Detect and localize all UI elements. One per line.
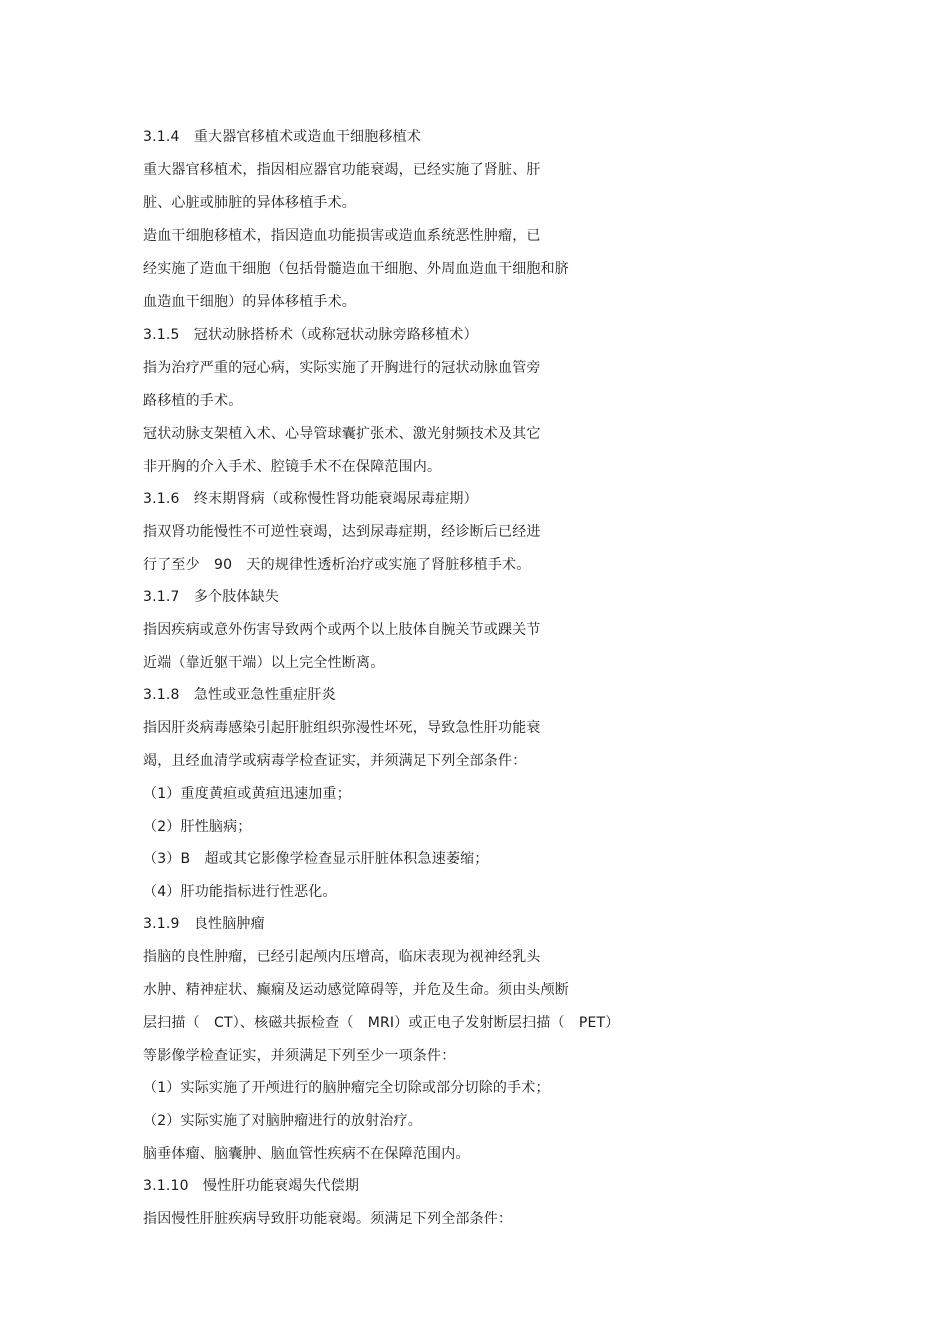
paragraph-line: 非开胸的介入手术、腔镜手术不在保障范围内。 <box>143 459 442 475</box>
section-heading-3-1-7: 3.1.7 多个肢体缺失 <box>143 589 280 605</box>
list-item: （4）肝功能指标进行性恶化。 <box>143 884 337 900</box>
paragraph-line: 指因疾病或意外伤害导致两个或两个以上肢体自腕关节或踝关节 <box>143 622 541 638</box>
section-heading-3-1-9: 3.1.9 良性脑肿瘤 <box>143 916 265 932</box>
section-heading-3-1-5: 3.1.5 冠状动脉搭桥术（或称冠状动脉旁路移植术） <box>143 327 478 343</box>
paragraph-line: 冠状动脉支架植入术、心导管球囊扩张术、激光射频技术及其它 <box>143 426 541 442</box>
paragraph-line: 造血干细胞移植术，指因造血功能损害或造血系统恶性肿瘤，已 <box>143 228 541 244</box>
list-item: （3）B 超或其它影像学检查显示肝脏体积急速萎缩； <box>143 851 489 867</box>
paragraph-line: 经实施了造血干细胞（包括骨髓造血干细胞、外周血造血干细胞和脐 <box>143 261 569 277</box>
section-heading-3-1-8: 3.1.8 急性或亚急性重症肝炎 <box>143 687 336 703</box>
paragraph-line: 血造血干细胞）的异体移植手术。 <box>143 294 356 310</box>
paragraph-line: 水肿、精神症状、癫痫及运动感觉障碍等，并危及生命。须由头颅断 <box>143 982 569 998</box>
paragraph-line: 近端（靠近躯干端）以上完全性断离。 <box>143 655 385 671</box>
paragraph-line: 等影像学检查证实，并须满足下列至少一项条件： <box>143 1048 456 1064</box>
section-heading-3-1-4: 3.1.4 重大器官移植术或造血干细胞移植术 <box>143 129 422 145</box>
paragraph-line: 竭，且经血清学或病毒学检查证实，并须满足下列全部条件： <box>143 753 527 769</box>
list-item: （1）重度黄疸或黄疸迅速加重； <box>143 786 351 802</box>
list-item: （1）实际实施了开颅进行的脑肿瘤完全切除或部分切除的手术； <box>143 1080 550 1096</box>
paragraph-line: 指为治疗严重的冠心病，实际实施了开胸进行的冠状动脉血管旁 <box>143 360 541 376</box>
paragraph-line: 行了至少 90 天的规律性透析治疗或实施了肾脏移植手术。 <box>143 557 531 573</box>
paragraph-line: 重大器官移植术，指因相应器官功能衰竭，已经实施了肾脏、肝 <box>143 162 541 178</box>
section-heading-3-1-10: 3.1.10 慢性肝功能衰竭失代偿期 <box>143 1178 360 1194</box>
paragraph-line: 指因慢性肝脏疾病导致肝功能衰竭。须满足下列全部条件： <box>143 1211 513 1227</box>
section-heading-3-1-6: 3.1.6 终末期肾病（或称慢性肾功能衰竭尿毒症期） <box>143 491 478 507</box>
paragraph-line: 脏、心脏或肺脏的异体移植手术。 <box>143 195 356 211</box>
paragraph-line: 指双肾功能慢性不可逆性衰竭，达到尿毒症期，经诊断后已经进 <box>143 524 541 540</box>
paragraph-line: 指脑的良性肿瘤，已经引起颅内压增高，临床表现为视神经乳头 <box>143 949 541 965</box>
list-item: （2）肝性脑病； <box>143 819 252 835</box>
paragraph-line: 脑垂体瘤、脑囊肿、脑血管性疾病不在保障范围内。 <box>143 1146 470 1162</box>
paragraph-line: 指因肝炎病毒感染引起肝脏组织弥漫性坏死，导致急性肝功能衰 <box>143 720 541 736</box>
paragraph-line: 层扫描（ CT）、核磁共振检查（ MRI）或正电子发射断层扫描（ PET） <box>143 1015 620 1031</box>
paragraph-line: 路移植的手术。 <box>143 393 243 409</box>
list-item: （2）实际实施了对脑肿瘤进行的放射治疗。 <box>143 1113 422 1129</box>
